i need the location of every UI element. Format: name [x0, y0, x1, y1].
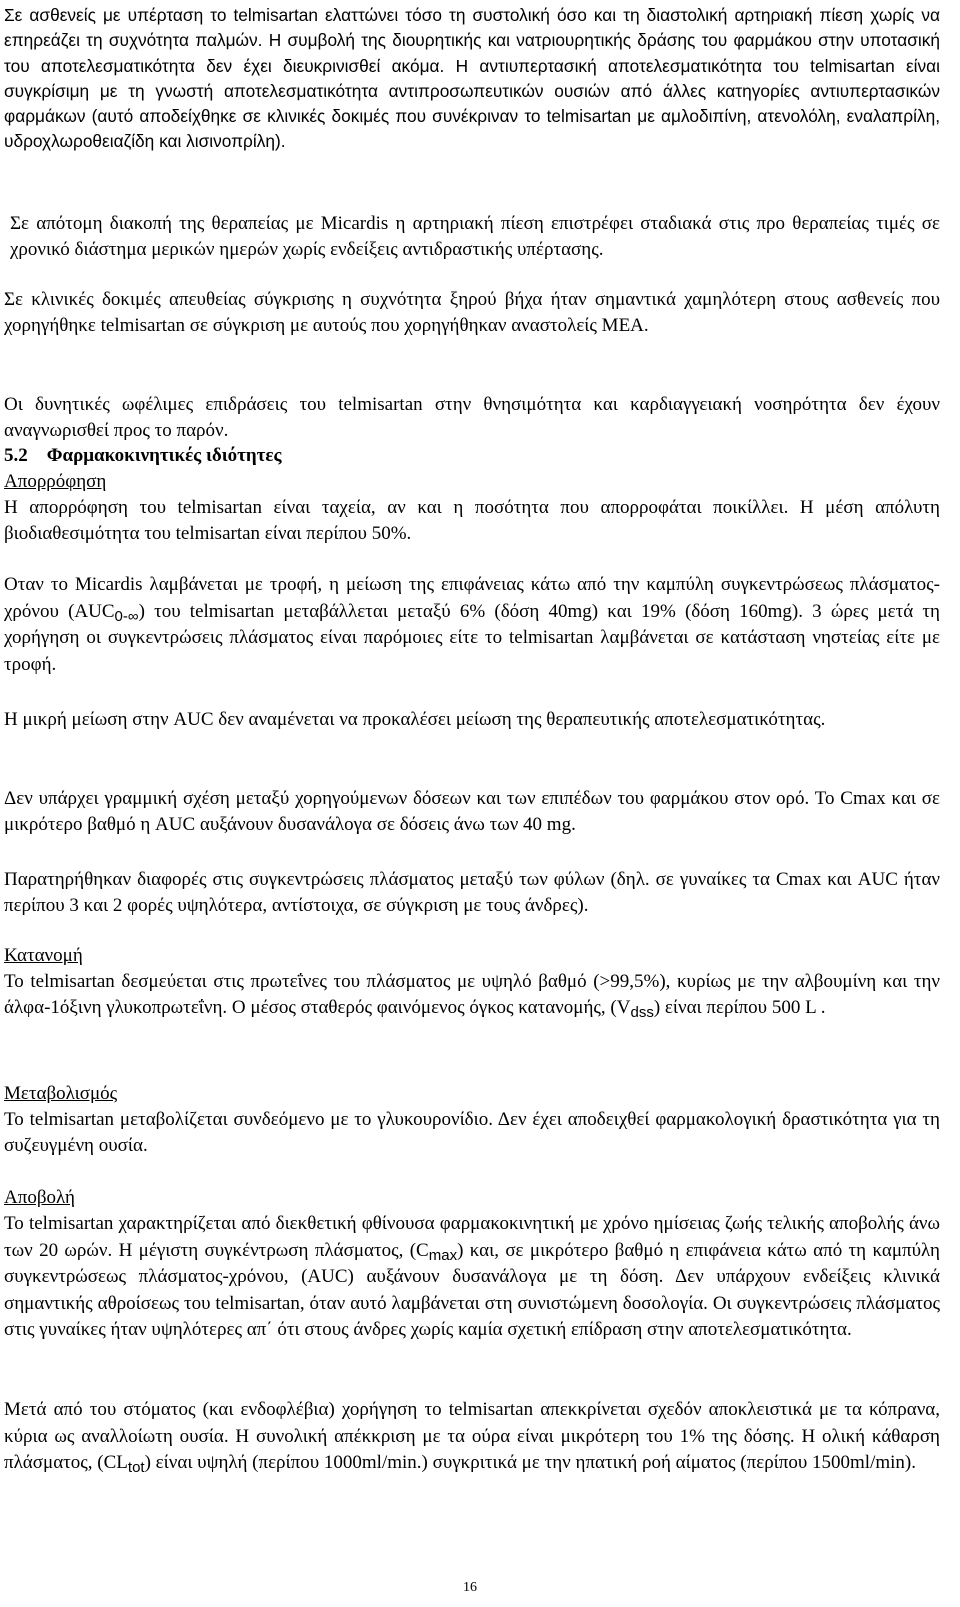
elimination-text-a: Το telmisartan χαρακτηρίζεται από διεκθετική φθίνουσα φαρμακοκινητική με χρόνο ημίσειας ζωής τελικής αποβολής άνω των 20 ωρών. Η μέγιστη συγκέντρωση πλάσματος, (C [4, 1213, 940, 1261]
paragraph-cough: Σε κλινικές δοκιμές απευθείας σύγκρισης η συχνότητα ξηρού βήχα ήταν σημαντικά χαμηλότερη στους ασθενείς που χορηγήθηκε telmisartan σε σύγκριση με αυτούς που χορηγήθηκαν αναστολείς ΜΕΑ. [4, 289, 940, 336]
paragraph-discontinuation: Σε απότομη διακοπή της θεραπείας με Micardis η αρτηριακή πίεση επιστρέφει σταδιακά στις προ θεραπείας τιμές σε χρονικό διάστημα μερικών ημερών χωρίς ενδείξεις αντιδραστικής υπέρτασης. [10, 213, 940, 260]
subheading-absorption: Απορρόφηση [4, 471, 107, 492]
vdss-subscript: dss [630, 1004, 654, 1021]
auc-subscript: 0-∞ [114, 607, 139, 625]
paragraph-absorption: Η απορρόφηση του telmisartan είναι ταχεία, αν και η ποσότητα που απορροφάται ποικίλλει. Η μέση απόλυτη βιοδιαθεσιμότητα του telmisartan είναι περίπου 50%. [4, 497, 940, 544]
subheading-metabolism: Μεταβολισμός [4, 1083, 118, 1104]
excretion-text-b: ) είναι υψηλή (περίπου 1000ml/min.) συγκριτικά με την ηπατική ροή αίματος (περίπου 1500ml/min). [144, 1452, 917, 1473]
paragraph-elimination [4, 1211, 940, 1344]
section-heading-5-2 [4, 443, 282, 469]
food-effect-text-b: ) του telmisartan μεταβάλλεται μεταξύ 6% (δόση 40mg) και 19% (δόση 160mg). 3 ώρες μετά τη χορήγηση οι συγκεντρώσεις πλάσματος είναι παρόμοιες είτε το telmisartan λαμβάνεται σε κατάσταση νηστείας είτε με τροφή. [4, 600, 940, 675]
paragraph-food-effect [4, 572, 940, 678]
paragraph-gender: Παρατηρήθηκαν διαφορές στις συγκεντρώσεις πλάσματος μεταξύ των φύλων (δηλ. σε γυναίκες τα Cmax και AUC ήταν περίπου 3 και 2 φορές υψηλότερα, αντίστοιχα, σε σύγκριση με τους άνδρες). [4, 869, 940, 916]
paragraph-linearity: Δεν υπάρχει γραμμική σχέση μεταξύ χορηγούμενων δόσεων και των επιπέδων του φαρμάκου στον ορό. Το Cmax και σε μικρότερο βαθμό η AUC αυξάνουν δυσανάλογα σε δόσεις άνω των 40 mg. [4, 788, 940, 835]
paragraph-mortality: Οι δυνητικές ωφέλιμες επιδράσεις του telmisartan στην θνησιμότητα και καρδιαγγειακή νοσηρότητα δεν έχουν αναγνωρισθεί προς το παρόν. [4, 394, 940, 441]
paragraph-auc-reduction: Η μικρή μείωση στην AUC δεν αναμένεται να προκαλέσει μείωση της θεραπευτικής αποτελεσματικότητας. [4, 709, 826, 730]
elimination-text-b: ) και, σε μικρότερο βαθμό η επιφάνεια κάτω από τη καμπύλη συγκεντρώσεως πλάσματος-χρόνου, (AUC) αυξάνουν δυσανάλογα με τη δόση. Δεν υπάρχουν ενδείξεις κλινικά σημαντικής αθροίσεως του telmisartan, όταν αυτό λαμβάνεται στη συνιστώμενη δοσολογία. Οι συγκεντρώσεις πλάσματος στις γυναίκες ήταν υψηλότερες απ΄ ότι στους άνδρες χωρίς καμία σχετική επίδραση στην αποτελεσματικότητα. [4, 1239, 940, 1340]
paragraph-bp-effect: Σε ασθενείς με υπέρταση το telmisartan ελαττώνει τόσο τη συστολική όσο και τη διαστολική αρτηριακή πίεση χωρίς να επηρεάζει τη συχνότητα παλμών. Η συμβολή της διουρητικής και νατριουρητικής δράσης του φαρμάκου στην υποτασική του αποτελεσματικότητα δεν έχει διευκρινισθεί ακόμα. Η αντιυπερτασική αποτελεσματικότητα του telmisartan είναι συγκρίσιμη με τη γνωστή αποτελεσματικότητα αντιπροσωπευτικών ουσιών από άλλες κατηγορίες αντιυπερτασικών φαρμάκων (αυτό αποδείχθηκε σε κλινικές δοκιμές που συνέκριναν το telmisartan με αμλοδιπίνη, ατενολόλη, εναλαπρίλη, υδροχλωροθειαζίδη και λισινοπρίλη). [4, 5, 940, 152]
excretion-text-a: Μετά από του στόματος (και ενδοφλέβια) χορήγηση το telmisartan απεκκρίνεται σχεδόν αποκλειστικά με τα κόπρανα, κύρια ως αναλλοίωτη ουσία. Η συνολική απέκκριση με τα ούρα είναι μικρότερη του 1% της δόσης. Η ολική κάθαρση πλάσματος, (CL [4, 1399, 940, 1473]
distribution-text-a: Το telmisartan δεσμεύεται στις πρωτεΐνες του πλάσματος με υψηλό βαθμό (>99,5%), κυρίως με την αλβουμίνη και την άλφα-1όξινη γλυκοπρωτεΐνη. Ο μέσος σταθερός φαινόμενος όγκος κατανομής, (V [4, 971, 940, 1018]
subheading-distribution: Κατανομή [4, 945, 83, 966]
food-effect-text-a: Οταν το Micardis λαμβάνεται με τροφή, η μείωση της επιφάνειας κάτω από την καμπύλη συγκεντρώσεως πλάσματος-χρόνου (AUC [4, 574, 940, 622]
page-number: 16 [463, 1580, 477, 1595]
paragraph-metabolism: Το telmisartan μεταβολίζεται συνδεόμενο με το γλυκουρονίδιο. Δεν έχει αποδειχθεί φαρμακολογική δραστικότητα για τη συζευγμένη ουσία. [4, 1109, 940, 1156]
paragraph-excretion [4, 1397, 940, 1477]
section-title: Φαρμακοκινητικές ιδιότητες [46, 445, 282, 466]
paragraph-distribution [4, 969, 940, 1021]
section-number: 5.2 [4, 445, 28, 466]
distribution-text-b: ) είναι περίπου 500 L . [653, 997, 826, 1018]
subheading-elimination: Αποβολή [4, 1187, 75, 1208]
cltot-subscript: tot [127, 1459, 145, 1476]
cmax-subscript: max [428, 1246, 458, 1264]
